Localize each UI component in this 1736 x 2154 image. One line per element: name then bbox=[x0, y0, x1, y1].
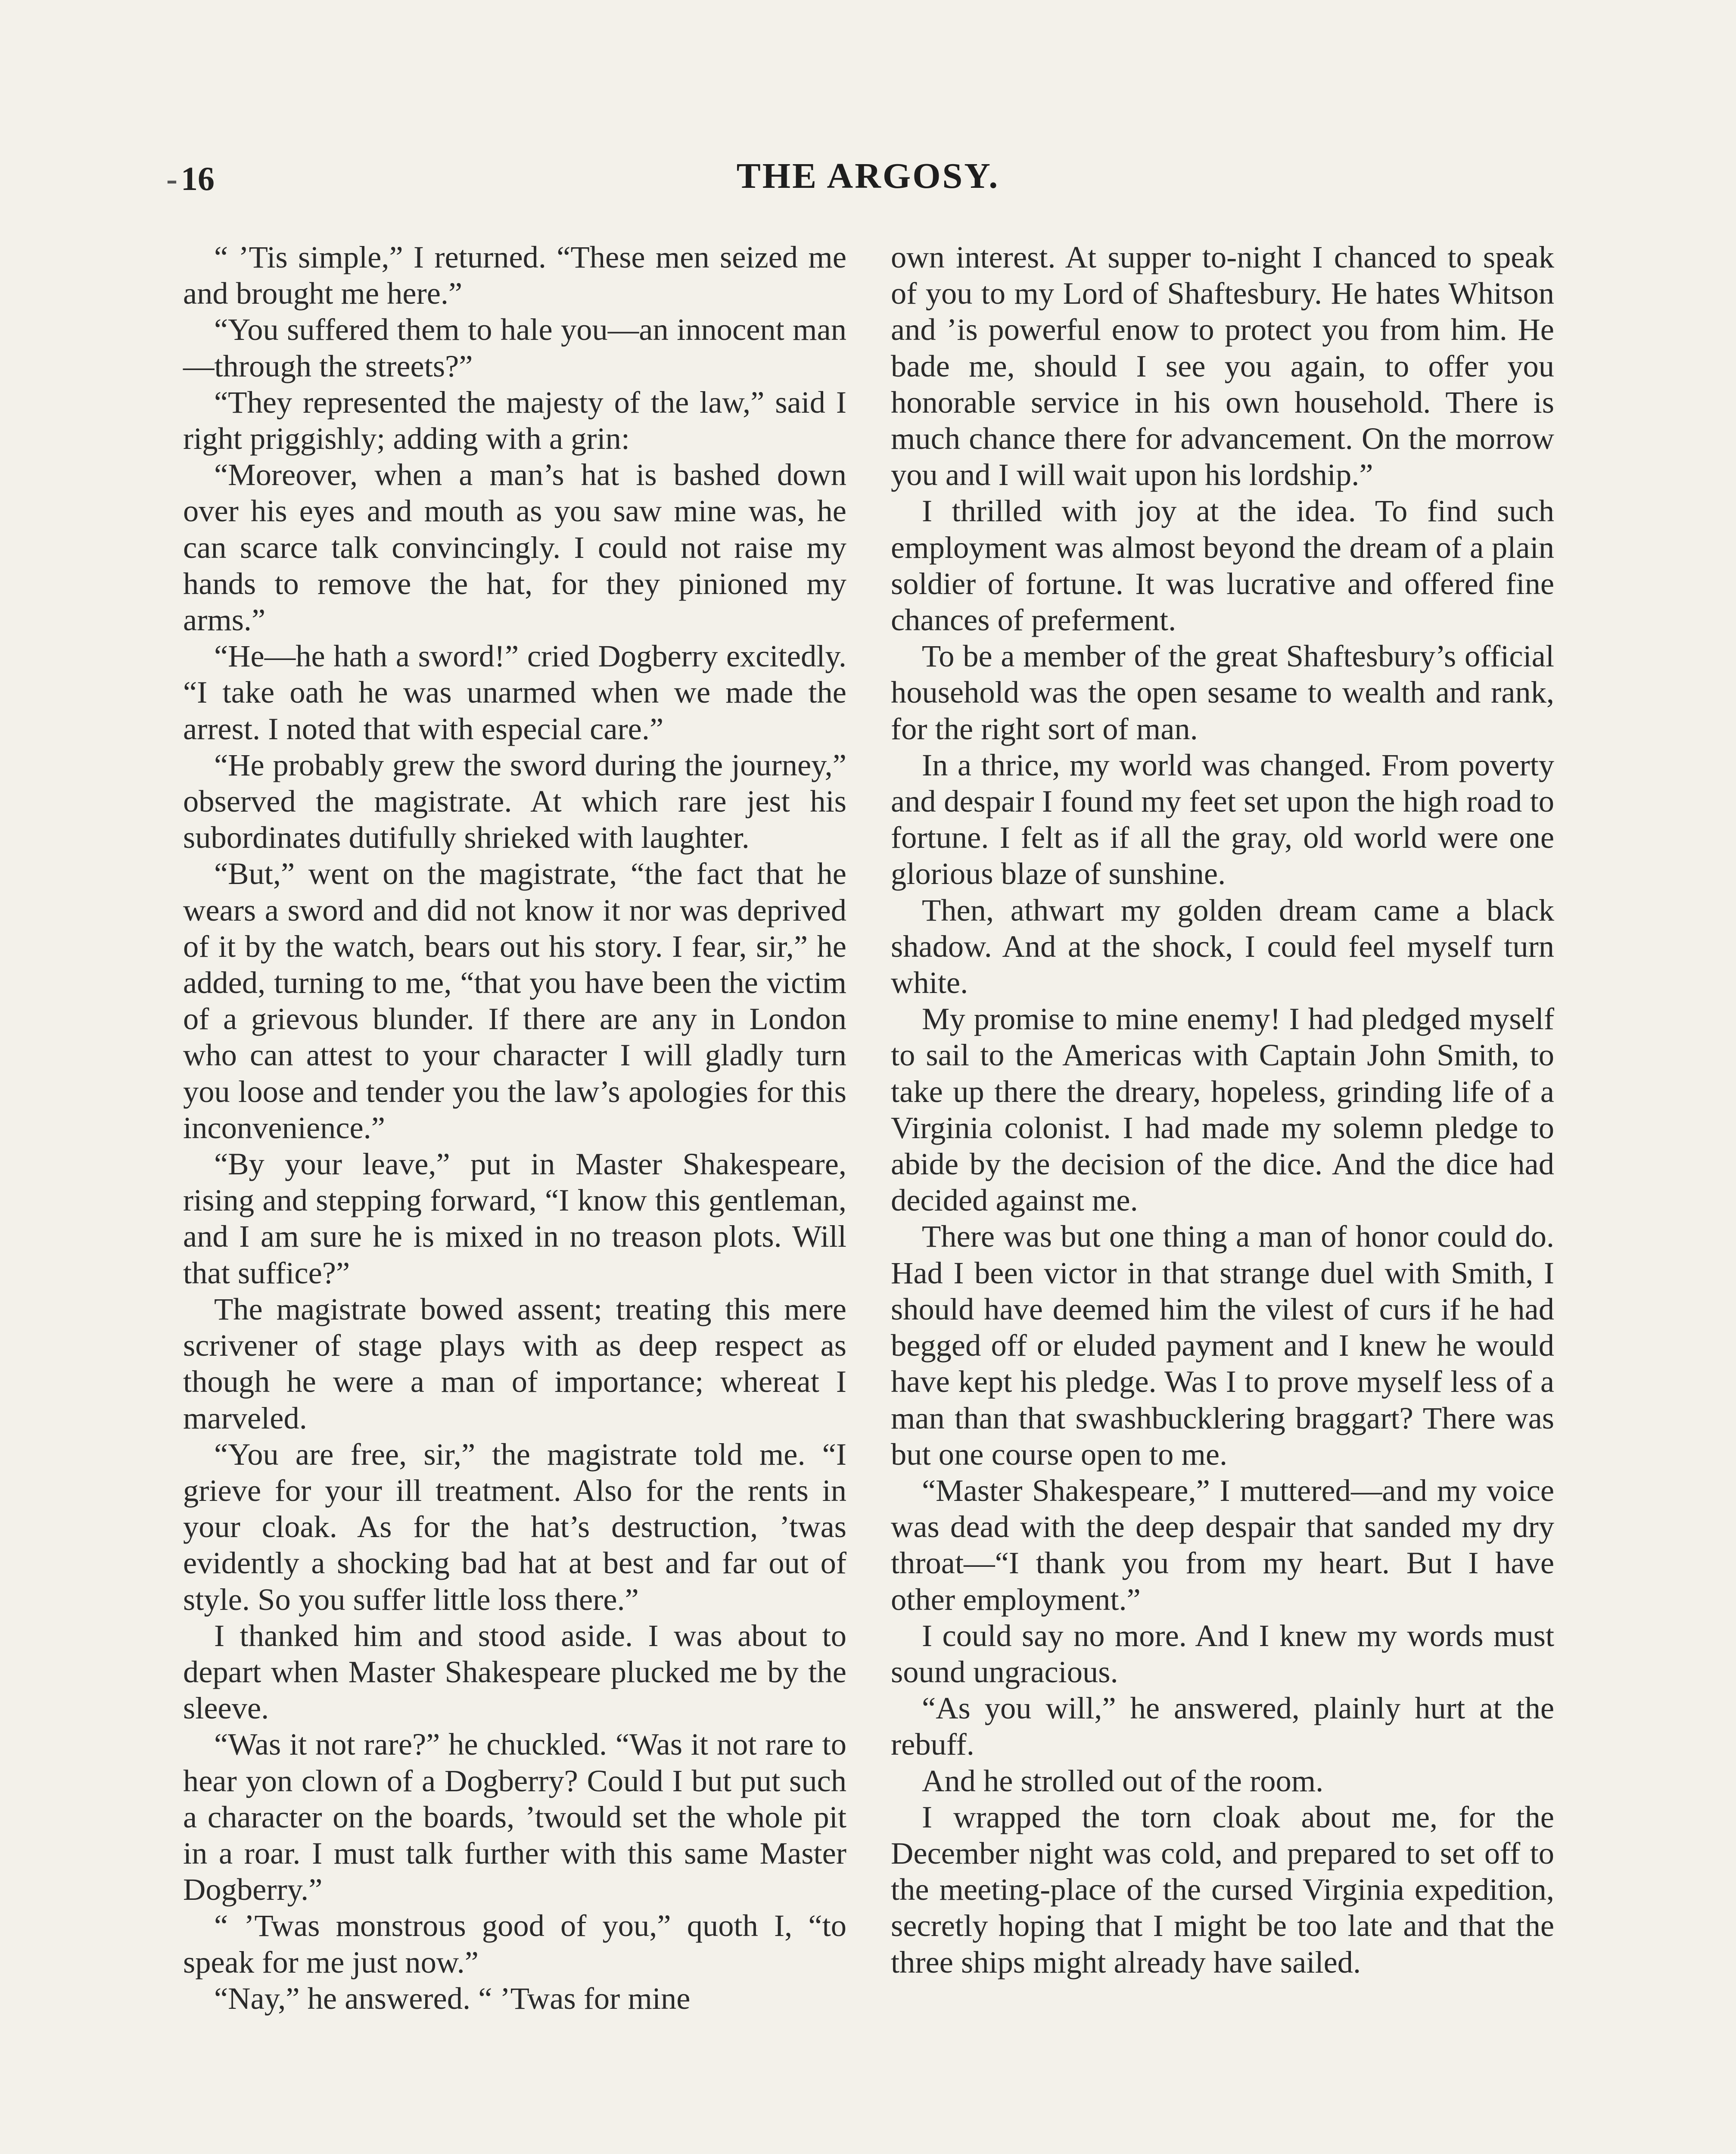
paragraph: “They represented the majesty of the law,” said I right priggishly; adding with a grin: bbox=[183, 384, 846, 456]
paragraph: “But,” went on the magistrate, “the fact that he wears a sword and did not know it nor was deprived of it by the watch, bears out his story. I fear, sir,” he added, turning to me, “that you have been the victim of a grievous blunder. If there are any in London who can attest to your character I will gladly turn you loose and tender you the law’s apologies for this inconvenience.” bbox=[183, 856, 846, 1145]
paragraph: “As you will,” he answered, plainly hurt at the rebuff. bbox=[891, 1690, 1554, 1762]
paragraph: There was but one thing a man of honor could do. Had I been victor in that strange duel with Smith, I should have deemed him the vilest of curs if he had begged off or eluded payment and I knew he would have kept his pledge. Was I to prove myself less of a man than that swashbucklering braggart? There was but one course open to me. bbox=[891, 1219, 1554, 1472]
paragraph: “ ’Tis simple,” I returned. “These men seized me and brought me here.” bbox=[183, 240, 846, 311]
paragraph: “You are free, sir,” the magistrate told me. “I grieve for your ill treatment. Also for the rents in your cloak. As for the hat’s destruction, ’twas evidently a shocking bad hat at best and far out of style. So you suffer little loss there.” bbox=[183, 1436, 846, 1617]
paragraph: “He probably grew the sword during the journey,” observed the magistrate. At which rare jest his subordinates dutifully shrieked with laughter. bbox=[183, 747, 846, 855]
paragraph: I wrapped the torn cloak about me, for the December night was cold, and prepared to set off to the meeting-place of the cursed Virginia expedition, secretly hoping that I might be too late and that the three ships might already have sailed. bbox=[891, 1799, 1554, 1980]
paragraph-continued: own interest. At supper to-night I chanced to speak of you to my Lord of Shaftesbury. He hates Whitson and ’is powerful enow to protect you from him. He bade me, should I see you again, to offer you honorable service in his own household. There is much chance there for advancement. On the morrow you and I will wait upon his lordship.” bbox=[891, 240, 1554, 492]
paragraph: In a thrice, my world was changed. From poverty and despair I found my feet set upon the high road to fortune. I felt as if all the gray, old world were one glorious blaze of sunshine. bbox=[891, 747, 1554, 891]
left-column bbox=[183, 239, 846, 2017]
paragraph: “Moreover, when a man’s hat is bashed down over his eyes and mouth as you saw mine was, he can scarce talk convincingly. I could not raise my hands to remove the hat, for they pinioned my arms.” bbox=[183, 457, 846, 638]
paragraph: Then, athwart my golden dream came a black shadow. And at the shock, I could feel myself turn white. bbox=[891, 892, 1554, 1000]
magazine-title: THE ARGOSY. bbox=[736, 156, 1000, 196]
running-head bbox=[0, 155, 1736, 211]
paragraph: To be a member of the great Shaftesbury’s official household was the open sesame to wealth and rank, for the right sort of man. bbox=[891, 638, 1554, 746]
paragraph: “You suffered them to hale you—an innocent man—through the streets?” bbox=[183, 312, 846, 383]
page-number: 16 bbox=[181, 160, 215, 197]
paragraph: I thanked him and stood aside. I was about to depart when Master Shakespeare plucked me by the sleeve. bbox=[183, 1618, 846, 1726]
paragraph: “By your leave,” put in Master Shakespeare, rising and stepping forward, “I know this gentleman, and I am sure he is mixed in no treason plots. Will that suffice?” bbox=[183, 1146, 846, 1290]
paragraph: The magistrate bowed assent; treating this mere scrivener of stage plays with as deep respect as though he were a man of importance; whereat I marveled. bbox=[183, 1291, 846, 1435]
paragraph: “Was it not rare?” he chuckled. “Was it not rare to hear yon clown of a Dogberry? Could I but put such a character on the boards, ’twould set the whole pit in a roar. I must talk further with this same Master Dogberry.” bbox=[183, 1727, 846, 1907]
page-number-dash: - bbox=[166, 160, 177, 197]
paragraph: And he strolled out of the room. bbox=[922, 1763, 1324, 1798]
paragraph: “Nay,” he answered. “ ’Twas for mine bbox=[214, 1980, 691, 2016]
paragraph: “He—he hath a sword!” cried Dogberry excitedly. “I take oath he was unarmed when we made the arrest. I noted that with especial care.” bbox=[183, 638, 846, 746]
paragraph: I could say no more. And I knew my words must sound ungracious. bbox=[891, 1618, 1554, 1689]
right-column bbox=[891, 239, 1554, 1980]
paragraph: “Master Shakespeare,” I muttered—and my voice was dead with the deep despair that sanded my dry throat—“I thank you from my heart. But I have other employment.” bbox=[891, 1472, 1554, 1617]
paragraph: “ ’Twas monstrous good of you,” quoth I, “to speak for me just now.” bbox=[183, 1908, 846, 1980]
paragraph: My promise to mine enemy! I had pledged myself to sail to the Americas with Captain John Smith, to take up there the dreary, hopeless, grinding life of a Virginia colonist. I had made my solemn pledge to abide by the decision of the dice. And the dice had decided against me. bbox=[891, 1001, 1554, 1218]
paragraph: I thrilled with joy at the idea. To find such employment was almost beyond the dream of a plain soldier of fortune. It was lucrative and offered fine chances of preferment. bbox=[891, 493, 1554, 638]
